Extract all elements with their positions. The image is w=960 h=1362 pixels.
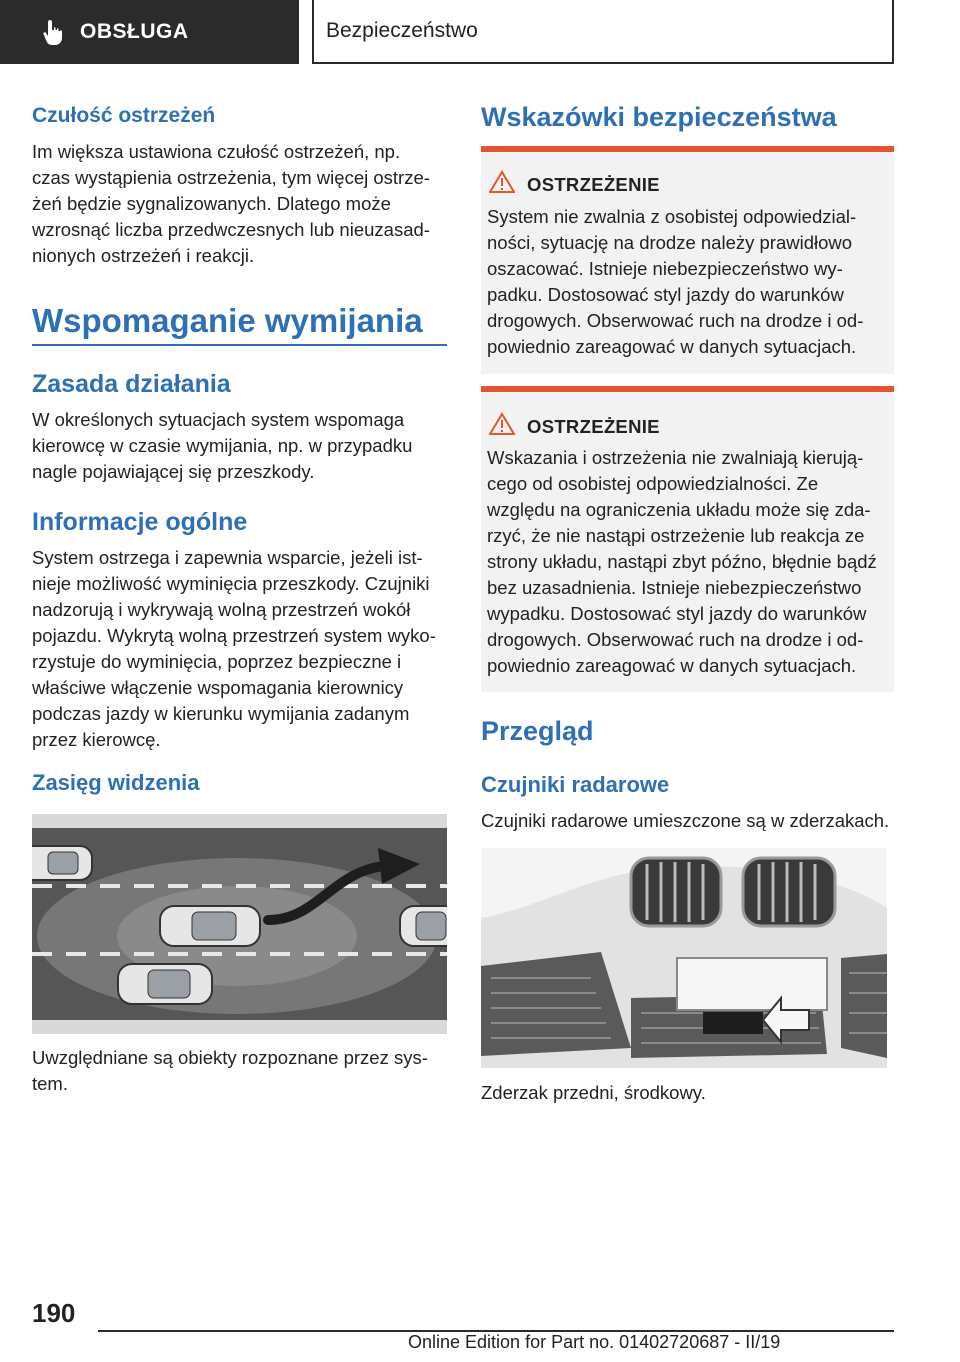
text-line: wypadku. Dostosować styl jazdy do warunków bbox=[487, 603, 867, 624]
bumper-illustration bbox=[481, 848, 887, 1068]
text-line: cego od osobistej odpowiedzialności. Ze bbox=[487, 473, 819, 494]
text-line: wzrosnąć liczba przedwczesnych lub nieuzasad- bbox=[32, 219, 430, 240]
text-line: Zderzak przedni, środkowy. bbox=[481, 1082, 706, 1103]
text-line: przez kierowcę. bbox=[32, 729, 161, 750]
principle-paragraph bbox=[32, 407, 412, 485]
text-line: pojazdu. Wykrytą wolną przestrzeń system wyko- bbox=[32, 625, 436, 646]
radar-heading: Czujniki radarowe bbox=[481, 772, 670, 797]
sensitivity-paragraph bbox=[32, 139, 430, 269]
text-line: tem. bbox=[32, 1073, 68, 1094]
text-line: powiednio zareagować w danych sytuacjach. bbox=[487, 655, 857, 676]
text-line: W określonych sytuacjach system wspomaga bbox=[32, 409, 405, 430]
general-paragraph bbox=[32, 545, 436, 753]
text-line: System nie zwalnia z osobistej odpowiedzial- bbox=[487, 206, 857, 227]
text-line: Uwzględniane są obiekty rozpoznane przez sys- bbox=[32, 1047, 428, 1068]
text-line: bez uzasadnienia. Istnieje niebezpieczeństwo bbox=[487, 577, 862, 598]
bumper-caption bbox=[481, 1080, 706, 1106]
text-line: nionych ostrzeżeń i reakcji. bbox=[32, 245, 255, 266]
text-line: rzyć, że nie nastąpi ostrzeżenie lub reakcja ze bbox=[487, 525, 865, 546]
warning-bar bbox=[481, 386, 894, 392]
chapter-tab-label: OBSŁUGA bbox=[80, 20, 189, 43]
text-line: drogowych. Obserwować ruch na drodze i od- bbox=[487, 310, 864, 331]
text-line: drogowych. Obserwować ruch na drodze i od- bbox=[487, 629, 864, 650]
warning-triangle-icon bbox=[489, 412, 515, 436]
range-caption bbox=[32, 1045, 428, 1097]
edition-text: Online Edition for Part no. 01402720687 - II/19 bbox=[408, 1332, 781, 1352]
principle-heading: Zasada działania bbox=[32, 370, 231, 398]
text-line: właściwe włączenie wspomagania kierownicy bbox=[32, 677, 404, 698]
text-line: względu na ograniczenia układu może się zda- bbox=[487, 499, 871, 520]
car-icon bbox=[118, 964, 212, 1004]
text-line: czas wystąpienia ostrzeżenia, tym więcej ostrze- bbox=[32, 167, 430, 188]
radar-paragraph bbox=[481, 808, 889, 834]
safety-heading: Wskazówki bezpieczeństwa bbox=[481, 102, 837, 132]
warning-box bbox=[481, 146, 894, 374]
text-line: żeń będzie sygnalizowanych. Dlatego może bbox=[32, 193, 391, 214]
heading-rule bbox=[32, 344, 447, 346]
text-line: podczas jazdy w kierunku wymijania zadanym bbox=[32, 703, 410, 724]
text-line: padku. Dostosować styl jazdy do warunków bbox=[487, 284, 844, 305]
car-icon bbox=[160, 906, 260, 946]
chapter-heading: Wspomaganie wymijania bbox=[32, 302, 423, 339]
car-icon bbox=[32, 846, 92, 880]
warning-text bbox=[487, 445, 877, 679]
text-line: Im większa ustawiona czułość ostrzeżeń, np. bbox=[32, 141, 401, 162]
text-line: System ostrzega i zapewnia wsparcie, jeżeli ist- bbox=[32, 547, 423, 568]
text-line: Wskazania i ostrzeżenia nie zwalniają kierują- bbox=[487, 447, 864, 468]
hand-pointer-icon bbox=[38, 17, 68, 47]
general-heading: Informacje ogólne bbox=[32, 508, 248, 536]
warning-title: OSTRZEŻENIE bbox=[527, 174, 660, 195]
text-line: rzystuje do wyminięcia, poprzez bezpieczne i bbox=[32, 651, 402, 672]
range-illustration bbox=[32, 814, 447, 1034]
warning-bar bbox=[481, 146, 894, 152]
sensitivity-heading: Czułość ostrzeżeń bbox=[32, 104, 216, 127]
text-line: oszacować. Istnieje niebezpieczeństwo wy- bbox=[487, 258, 843, 279]
overview-heading: Przegląd bbox=[481, 716, 594, 746]
section-title: Bezpieczeństwo bbox=[312, 0, 894, 64]
text-line: strony układu, nastąpi zbyt późno, błędnie bądź bbox=[487, 551, 877, 572]
warning-text bbox=[487, 204, 863, 360]
text-line: ności, sytuację na drodze należy prawidłowo bbox=[487, 232, 853, 253]
warning-triangle-icon bbox=[489, 170, 515, 194]
car-icon bbox=[400, 906, 447, 946]
warning-box bbox=[481, 386, 894, 692]
text-line: powiednio zareagować w danych sytuacjach. bbox=[487, 336, 857, 357]
text-line: nagle pojawiającej się przeszkody. bbox=[32, 461, 315, 482]
text-line: nadzorują i wykrywają wolną przestrzeń wokół bbox=[32, 599, 411, 620]
warning-title: OSTRZEŻENIE bbox=[527, 416, 660, 437]
text-line: kierowcę w czasie wymijania, np. w przypadku bbox=[32, 435, 413, 456]
range-heading: Zasięg widzenia bbox=[32, 770, 200, 795]
text-line: Czujniki radarowe umieszczone są w zderzakach. bbox=[481, 810, 890, 831]
page-number: 190 bbox=[32, 1298, 76, 1328]
chapter-tab[interactable] bbox=[0, 0, 299, 64]
text-line: nieje możliwość wyminięcia przeszkody. Czujniki bbox=[32, 573, 430, 594]
